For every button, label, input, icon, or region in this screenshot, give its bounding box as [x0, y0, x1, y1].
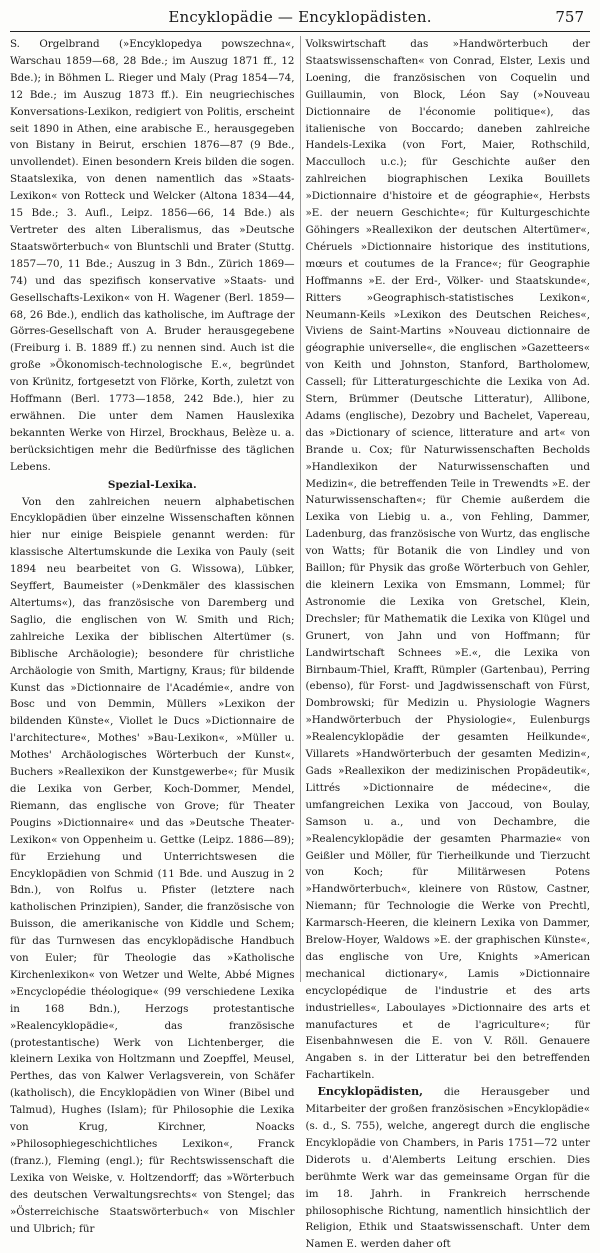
page-header — [10, 4, 590, 30]
paragraph-special-lexika: Von den zahlreichen neuern alphabetischen Encyklopädien über einzelne Wissenschaften können hier nur einige Beispiele genannt werden: für klassische Altertumskunde die Lexika von Pauly (seit 1894 neu bearbeitet von G. Wissowa), Lübker, Seyffert, Baumeister (»Denkmäler des klassischen Altertums«), das französische von Daremberg und Saglio, die englischen von W. Smith und Rich; zahlreiche Lexika der biblischen Altertümer (s. Biblische Archäologie); besondere für christliche Archäologie von Smith, Martigny, Kraus; für bildende Kunst das »Dictionnaire de l'Académie«, andre von Bosc und von Demmin, Müllers »Lexikon der bildenden Künste«, Viollet le Ducs »Dictionnaire de l'architecture«, Mothes' »Bau-Lexikon«, »Müller u. Mothes' Archäologisches Wörterbuch der Kunst«, Buchers »Reallexikon der Kunstgewerbe«; für Musik die Lexika von Gerber, Koch-Dommer, Mendel, Riemann, das englische von Grove; für Theater Pougins »Dictionnaire« und das »Deutsche Theater-Lexikon« von Oppenheim u. Gettke (Leipz. 1886—89); für Erziehung und Unterrichtswesen die Encyklopädien von Schmid (11 Bde. und Auszug in 2 Bdn.), von Rolfus u. Pfister (letztere nach katholischen Prinzipien), Sander, die französische von Buisson, die amerikanische von Kiddle und Schem; für das Turnwesen das encyklopädische Handbuch von Euler; für Theologie das »Katholische Kirchenlexikon« von Wetzer und Welte, Abbé Mignes »Encyclopédie théologique« (99 verschiedene Lexika in 168 Bdn.), Herzogs protestantische »Realencyklopädie«, das französische (protestantische) Werk von Lichtenberger, die kleinern Lexika von Holtzmann und Zoepffel, Meusel, Perthes, das von Kalwer Verlagsverein, von Schäfer (katholisch), die Encyklopädien von Winer (Bibel und Talmud), Hughes (Islam); für Philosophie die Lexika von Krug, Kirchner, Noacks »Philosophiegeschichtliches Lexikon«, Franck (franz.), Fleming (engl.); für Rechtswissenschaft die Lexika von Weiske, v. Holtzendorff; das »Wörterbuch des deutschen Verwaltungsrechts« von Stengel; das »Österreichische Staatswörterbuch« von Mischler und Ulbrich; für — [10, 495, 295, 1235]
left-column — [10, 36, 300, 1235]
paragraph-special-lexika-continued: Volkswirtschaft das »Handwörterbuch der Staatswissenschaften« von Conrad, Elster, Lexis und Loening, die französischen von Coquelin und Guillaumin, von Block, Léon Say (»Nouveau Dictionnaire de l'économie politique«), das italienische von Boccardo; daneben zahlreiche Handels-Lexika (von Fort, Maier, Rothschild, Macculloch u.c.); für Geschichte außer den zahlreichen biographischen Lexika Bouillets »Dictionnaire d'histoire et de géographie«, Herbsts »E. der neuern Geschichte«; für Kulturgeschichte Göhingers »Reallexikon der deutschen Altertümer«, Chéruels »Dictionnaire historique des institutions, mœurs et coutumes de la France«; für Geographie Hoffmanns »E. der Erd-, Völker- und Staatskunde«, Ritters »Geographisch-statistisches Lexikon«, Neumann-Keils »Lexikon des Deutschen Reiches«, Viviens de Saint-Martins »Nouveau dictionnaire de géographie universelle«, die englischen »Gazetteers« von Keith und Johnston, Stanford, Bartholomew, Cassell; für Litteraturgeschichte die Lexika von Ad. Stern, Brümmer (Deutsche Litteratur), Allibone, Adams (englische), Dezobry und Bachelet, Vapereau, das »Dictionary of science, litterature and art« von Brande u. Cox; für Naturwissenschaften Becholds »Handlexikon der Naturwissenschaften und Medizin«, die betreffenden Teile in Trewendts »E. der Naturwissenschaften«; für Chemie außerdem die Lexika von Liebig u. a., von Fehling, Dammer, Ladenburg, das französische von Wurtz, das englische von Watts; für Botanik die von Lindley und von Baillon; für Physik das große Wörterbuch von Gehler, die kleinern Lexika von Emsmann, Lommel; für Astronomie die Lexika von Gretschel, Klein, Drechsler; für Mathematik die Lexika von Klügel und Grunert, von Jahn und von Hoffmann; für Landwirtschaft Schnees »E.«, die Lexika von Birnbaum-Thiel, Krafft, Rümpler (Gartenbau), Perring (ebenso), für Forst- und Jagdwissenschaft von Fürst, Dombrowski; für Medizin u. Physiologie Wagners »Handwörterbuch der Physiologie«, Eulenburgs »Realencyklopädie der gesamten Heilkunde«, Villarets »Handwörterbuch der gesamten Medizin«, Gads »Reallexikon der medizinischen Propädeutik«, Littrés »Dictionnaire de médecine«, die umfangreichen Lexika von Jaccoud, von Boulay, Samson u. a., und von Dechambre, die »Realencyklopädie der gesamten Pharmazie« von Geißler und Möller, für Tierheilkunde und Tierzucht von Koch; für Militärwesen Potens »Handwörterbuch«, kleinere von Rüstow, Castner, Niemann; für Technologie die Werke von Prechtl, Karmarsch-Heeren, die kleinern Lexika von Dammer, Brelow-Hoyer, Waldows »E. der graphischen Künste«, das englische von Ure, Knights »American mechanical dictionary«, Lamis »Dictionnaire encyclopédique de l'industrie et des arts industrielles«, Laboulayes »Dictionnaire des arts et manufactures et de l'agriculture«; für Eisenbahnwesen die E. von V. Röll. Genauere Angaben s. in der Litteratur bei den betreffenden Fachartikeln. — [305, 38, 590, 1082]
paragraph-national-encyclopedias: S. Orgelbrand (»Encyklopedya powszechna«, Warschau 1859—68, 28 Bde.; im Auszug 1871 ff., 12 Bde.); in Böhmen L. Rieger und Maly (Prag 1854—74, 12 Bde.; im Auszug 1873 ff.). Ein neugriechisches Konversations-Lexikon, redigiert von Politis, erscheint seit 1890 in Athen, eine arabische E., herausgegeben von Bistany in Beirut, erschien 1876—87 (9 Bde., unvollendet). Einen besondern Kreis bilden die sogen. Staatslexika, von denen namentlich das »Staats-Lexikon« von Rotteck und Welcker (Altona 1834—44, 15 Bde.; 3. Aufl., Leipz. 1856—66, 14 Bde.) als Vertreter des alten Liberalismus, das »Deutsche Staatswörterbuch« von Bluntschli und Brater (Stuttg. 1857—70, 11 Bde.; Auszug in 3 Bdn., Zürich 1869—74) und das spezifisch konservative »Staats- und Gesellschafts-Lexikon« von H. Wagener (Berl. 1859—68, 26 Bde.), endlich das katholische, im Auftrage der Görres-Gesellschaft von A. Bruder herausgegebene (Freiburg i. B. 1889 ff.) zu nennen sind. Auch ist die große »Ökonomisch-technologische E.«, begründet von Krünitz, fortgesetzt von Flörke, Korth, zuletzt von Hoffmann (Berl. 1773—1858, 242 Bde.), hier zu erwähnen. Die unter dem Namen Hauslexika bekannten Werke von Hirzel, Brockhaus, Belèze u. a. berücksichtigen mehr die Bedürfnisse des täglichen Lebens. — [10, 38, 295, 473]
running-title: Encyklopädie — Encyklopädisten. — [168, 8, 432, 26]
section-heading-spezial-lexika: Spezial-Lexika. — [107, 478, 197, 491]
text-columns — [10, 36, 590, 1251]
header-rule — [10, 31, 590, 32]
right-column — [300, 36, 591, 1251]
entry-lemma: Encyklopädisten, — [317, 1085, 423, 1099]
entry-body: die Herausgeber und Mitarbeiter der großen französischen »Encyklopädie« (s. d., S. 755), welche, angeregt durch die englische Encyklopädie von Chambers, in Paris 1751—72 unter Diderots u. d'Alemberts Leitung erschien. Dies berühmte Werk war das gemeinsame Organ für die im 18. Jahrh. in Frankreich herrschende philosophische Richtung, namentlich hinsichtlich der Religion, Ethik und Staatswissenschaft. Unter dem Namen E. werden daher oft — [305, 1086, 590, 1251]
entry-encyklopaedisten — [306, 1084, 591, 1253]
page-number: 757 — [555, 8, 584, 26]
